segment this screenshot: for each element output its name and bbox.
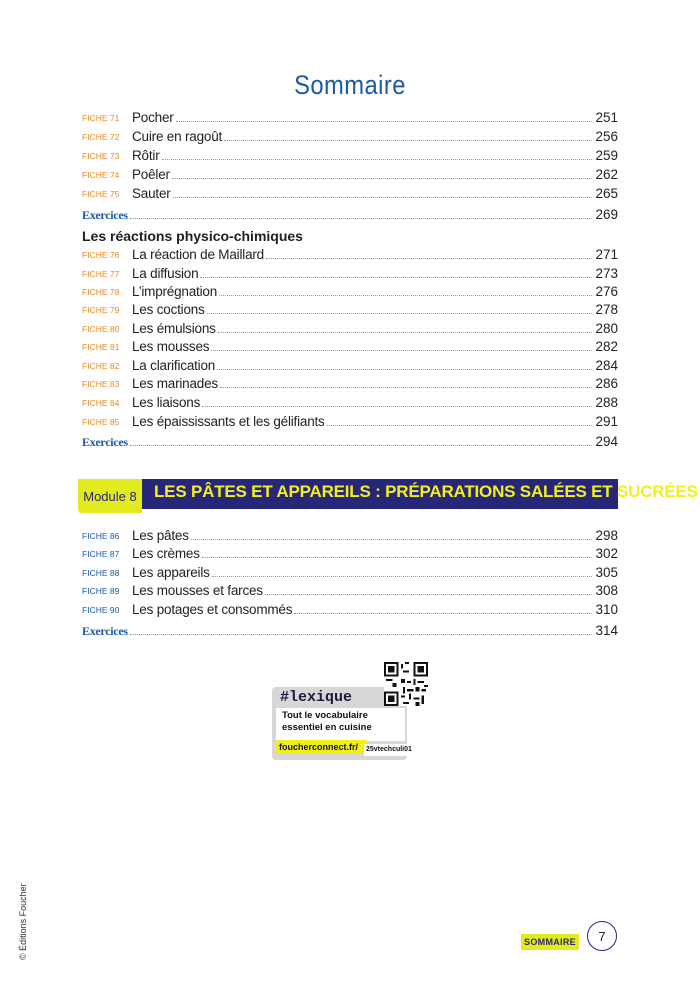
toc-page: 271 [595,247,618,262]
toc-label: Poêler [132,167,170,182]
section-heading: Les réactions physico-chimiques [82,228,303,244]
toc-label: La diffusion [132,266,199,281]
toc-page: 294 [595,434,618,449]
fiche-number: FICHE 82 [82,361,120,371]
leader-dots [202,405,592,407]
toc-label: Pocher [132,110,174,125]
lexique-description [282,710,402,734]
leader-dots [176,120,593,122]
module-title: LES PÂTES ET APPAREILS : PRÉPARATIONS SALÉES ET SUCRÉES [154,482,698,501]
toc-label: Cuire en ragoût [132,129,223,144]
leader-dots [162,158,593,160]
page-number: 7 [587,921,617,951]
fiche-number: FICHE 83 [82,379,120,389]
leader-dots [211,349,592,351]
toc-label: Les mousses et farces [132,583,263,598]
toc-row[interactable] [82,264,618,282]
exercices-label: Exercices [82,208,128,222]
leader-dots [130,217,593,219]
toc-page: 259 [595,148,618,163]
toc-label: Les appareils [132,565,210,580]
toc-label: L’imprégnation [132,284,218,299]
toc-page: 265 [595,186,618,201]
leader-dots [265,593,593,595]
leader-dots [130,444,593,446]
toc-label: Les pâtes [132,528,189,543]
toc-row[interactable] [82,108,618,126]
fiche-number: FICHE 78 [82,287,120,297]
toc-row[interactable] [82,374,618,392]
fiche-number: FICHE 86 [82,531,120,541]
toc-page: 276 [595,284,618,299]
toc-row[interactable] [82,300,618,318]
leader-dots [207,312,593,314]
toc-page: 308 [595,583,618,598]
toc-page: 298 [595,528,618,543]
toc-label: Sauter [132,186,171,201]
leader-dots [172,177,593,179]
toc-row[interactable] [82,184,618,202]
toc-page: 269 [595,207,618,222]
toc-label: Les potages et consommés [132,602,293,617]
lexique-url-link[interactable]: foucherconnect.fr/ [276,740,367,754]
toc-row[interactable] [82,526,618,544]
fiche-number: FICHE 88 [82,568,120,578]
toc-page: 273 [595,266,618,281]
leader-dots [220,386,593,388]
exercices-row[interactable] [82,205,618,223]
fiche-number: FICHE 84 [82,398,120,408]
fiche-number: FICHE 77 [82,269,120,279]
toc-label: Les émulsions [132,321,216,336]
toc-row[interactable] [82,165,618,183]
toc-page: 310 [595,602,618,617]
toc-page: 286 [595,376,618,391]
toc-row[interactable] [82,337,618,355]
toc-page: 288 [595,395,618,410]
leader-dots [218,331,593,333]
toc-page: 302 [595,546,618,561]
exercices-row[interactable] [82,432,618,450]
toc-page: 280 [595,321,618,336]
leader-dots [219,294,592,296]
exercices-label: Exercices [82,435,128,449]
fiche-number: FICHE 80 [82,324,120,334]
toc-row[interactable] [82,600,618,618]
toc-page: 305 [595,565,618,580]
leader-dots [200,276,592,278]
module-tag: Module 8 [78,479,142,513]
toc-label: Les coctions [132,302,205,317]
leader-dots [224,139,592,141]
toc-label: La réaction de Maillard [132,247,264,262]
fiche-number: FICHE 71 [82,113,120,123]
fiche-number: FICHE 87 [82,549,120,559]
qr-code-icon[interactable] [384,662,428,706]
toc-label: Les crèmes [132,546,200,561]
toc-page: 262 [595,167,618,182]
fiche-number: FICHE 89 [82,586,120,596]
leader-dots [212,575,593,577]
lexique-description-line: Tout le vocabulaire [282,710,368,721]
fiche-number: FICHE 76 [82,250,120,260]
toc-row[interactable] [82,544,618,562]
toc-page: 278 [595,302,618,317]
leader-dots [266,257,592,259]
toc-label: La clarification [132,358,216,373]
sommaire-footer-link[interactable]: SOMMAIRE [521,934,579,950]
exercices-label: Exercices [82,624,128,638]
fiche-number: FICHE 74 [82,170,120,180]
leader-dots [202,556,593,558]
leader-dots [217,368,592,370]
toc-page: 291 [595,414,618,429]
toc-row[interactable] [82,393,618,411]
exercices-row[interactable] [82,621,618,639]
fiche-number: FICHE 75 [82,189,120,199]
toc-row[interactable] [82,356,618,374]
toc-row[interactable] [82,319,618,337]
toc-row[interactable] [82,581,618,599]
copyright-notice: © Éditions Foucher [18,883,28,960]
page-title: Sommaire [294,70,406,100]
toc-label: Les marinades [132,376,218,391]
leader-dots [191,538,593,540]
leader-dots [294,612,592,614]
lexique-description-line: essentiel en cuisine [282,722,372,733]
toc-label: Rôtir [132,148,160,163]
leader-dots [130,633,593,635]
fiche-number: FICHE 90 [82,605,120,615]
toc-row[interactable] [82,146,618,164]
fiche-number: FICHE 81 [82,342,120,352]
toc-row[interactable] [82,563,618,581]
toc-label: Les liaisons [132,395,201,410]
leader-dots [173,196,593,198]
toc-page: 282 [595,339,618,354]
toc-label: Les mousses [132,339,210,354]
fiche-number: FICHE 85 [82,417,120,427]
toc-row[interactable] [82,127,618,145]
toc-page: 251 [595,110,618,125]
leader-dots [327,424,593,426]
fiche-number: FICHE 79 [82,305,120,315]
toc-page: 256 [595,129,618,144]
toc-row[interactable] [82,412,618,430]
lexique-code: 25vtechculi01 [364,744,414,756]
toc-page: 284 [595,358,618,373]
lexique-heading: #lexique [280,689,353,706]
toc-page: 314 [595,623,618,638]
toc-row[interactable] [82,245,618,263]
toc-label: Les épaississants et les gélifiants [132,414,325,429]
fiche-number: FICHE 73 [82,151,120,161]
fiche-number: FICHE 72 [82,132,120,142]
toc-row[interactable] [82,282,618,300]
